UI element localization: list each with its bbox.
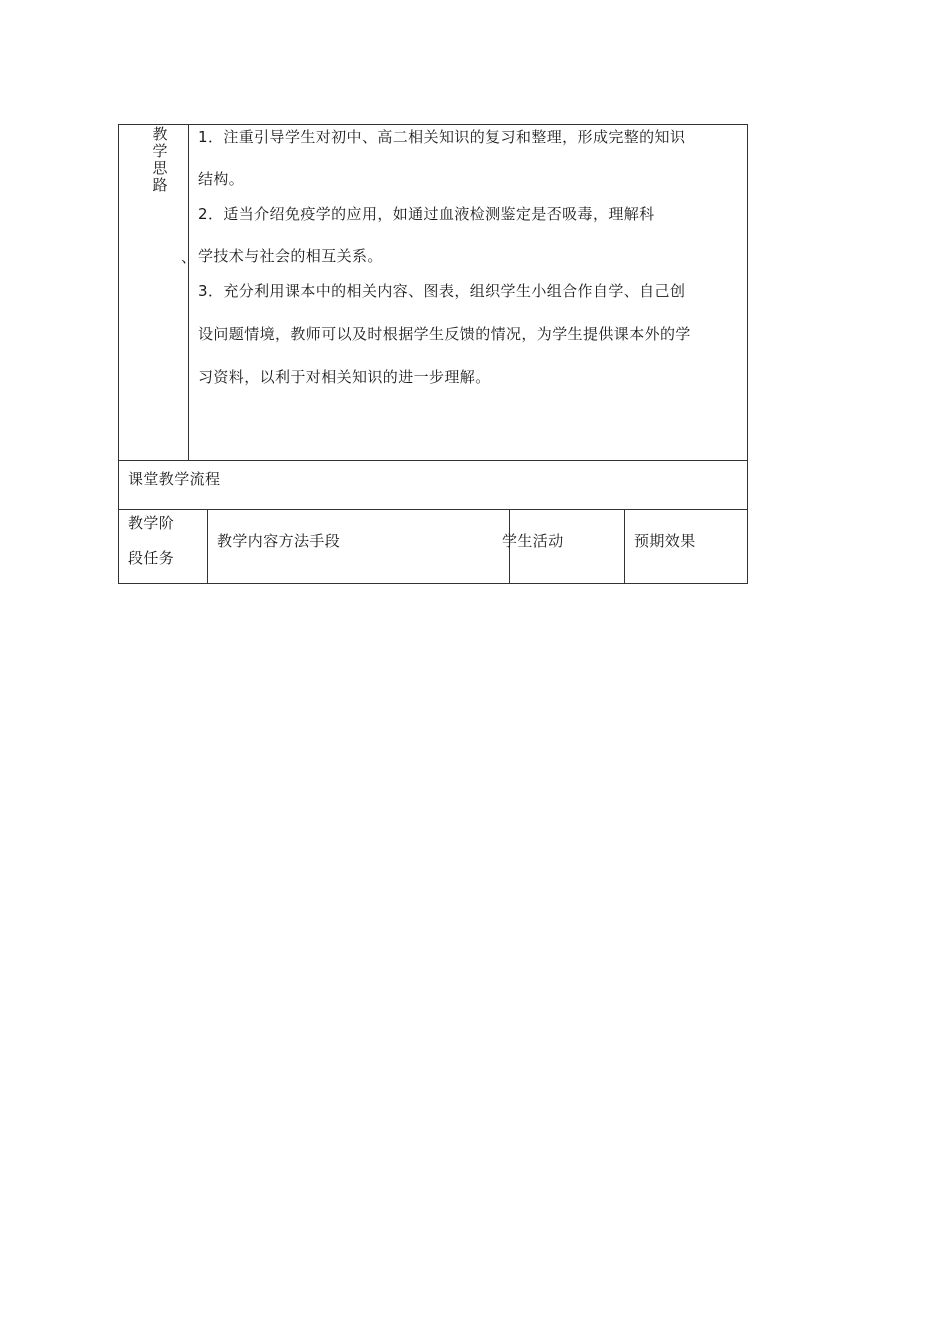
table-border-left [118,124,119,584]
column-header-student-activity: 学生活动 [502,532,564,550]
approach-item-3-line-1: 3．充分利用课本中的相关内容、图表，组织学生小组合作自学、自己创 [198,282,686,300]
process-title: 课堂教学流程 [128,470,221,488]
row-divider-approach [118,460,748,461]
sidebar-label-teaching-approach: 教学思路 [152,125,168,194]
approach-item-3-line-3: 习资料，以利于对相关知识的进一步理解。 [198,368,491,386]
column-header-expected-effect: 预期效果 [634,532,696,550]
approach-item-2-line-2: 学技术与社会的相互关系。 [198,247,383,265]
column-divider-student [624,509,625,584]
table-border-top [118,124,748,125]
approach-item-2-prefix: 、 [181,248,197,266]
approach-item-1-line-1: 1．注重引导学生对初中、高二相关知识的复习和整理，形成完整的知识 [198,128,686,146]
table-border-right [747,124,748,584]
column-divider-stage [207,509,208,584]
approach-item-3-line-2: 设问题情境，教师可以及时根据学生反馈的情况，为学生提供课本外的学 [198,325,691,343]
column-header-content: 教学内容方法手段 [217,532,341,550]
row-divider-process [118,509,748,510]
approach-item-2-line-1: 2．适当介绍免疫学的应用，如通过血液检测鉴定是否吸毒，理解科 [198,205,655,223]
column-header-stage-line-1: 教学阶 [128,514,175,532]
approach-item-1-line-2: 结构。 [198,170,245,188]
column-divider-sidebar [188,124,189,461]
column-header-stage-line-2: 段任务 [128,549,175,567]
table-border-bottom [118,583,748,584]
